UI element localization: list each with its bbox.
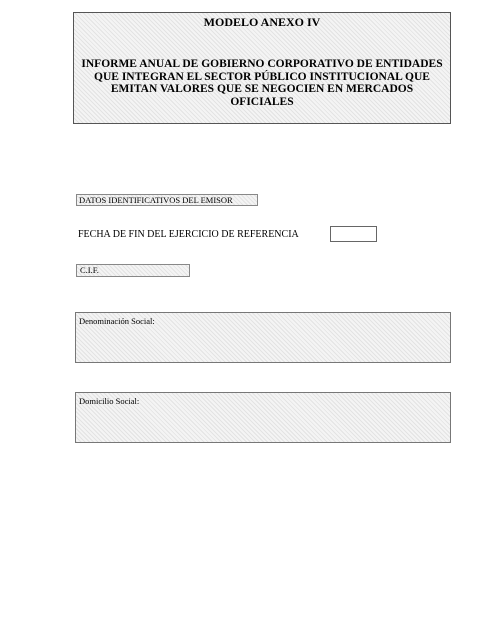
fecha-fin-ejercicio-label: FECHA DE FIN DEL EJERCICIO DE REFERENCIA (78, 229, 299, 240)
model-title: MODELO ANEXO IV (203, 15, 321, 29)
report-title: INFORME ANUAL DE GOBIERNO CORPORATIVO DE ENTIDADES QUE INTEGRAN EL SECTOR PÚBLICO INSTITUCIONAL QUE EMITAN VALORES QUE SE NEGOCIEN EN MERCADOS OFICIALES (81, 58, 443, 108)
denominacion-social-label: Denominación Social: (79, 316, 155, 326)
domicilio-social-field[interactable] (75, 392, 451, 443)
header-box (73, 12, 451, 124)
denominacion-social-field[interactable] (75, 312, 451, 363)
fecha-fin-ejercicio-input[interactable] (330, 226, 377, 242)
section-title-datos-emisor: DATOS IDENTIFICATIVOS DEL EMISOR (76, 194, 258, 206)
cif-field[interactable]: C.I.F. (76, 264, 190, 277)
domicilio-social-label: Domicilio Social: (79, 396, 140, 406)
